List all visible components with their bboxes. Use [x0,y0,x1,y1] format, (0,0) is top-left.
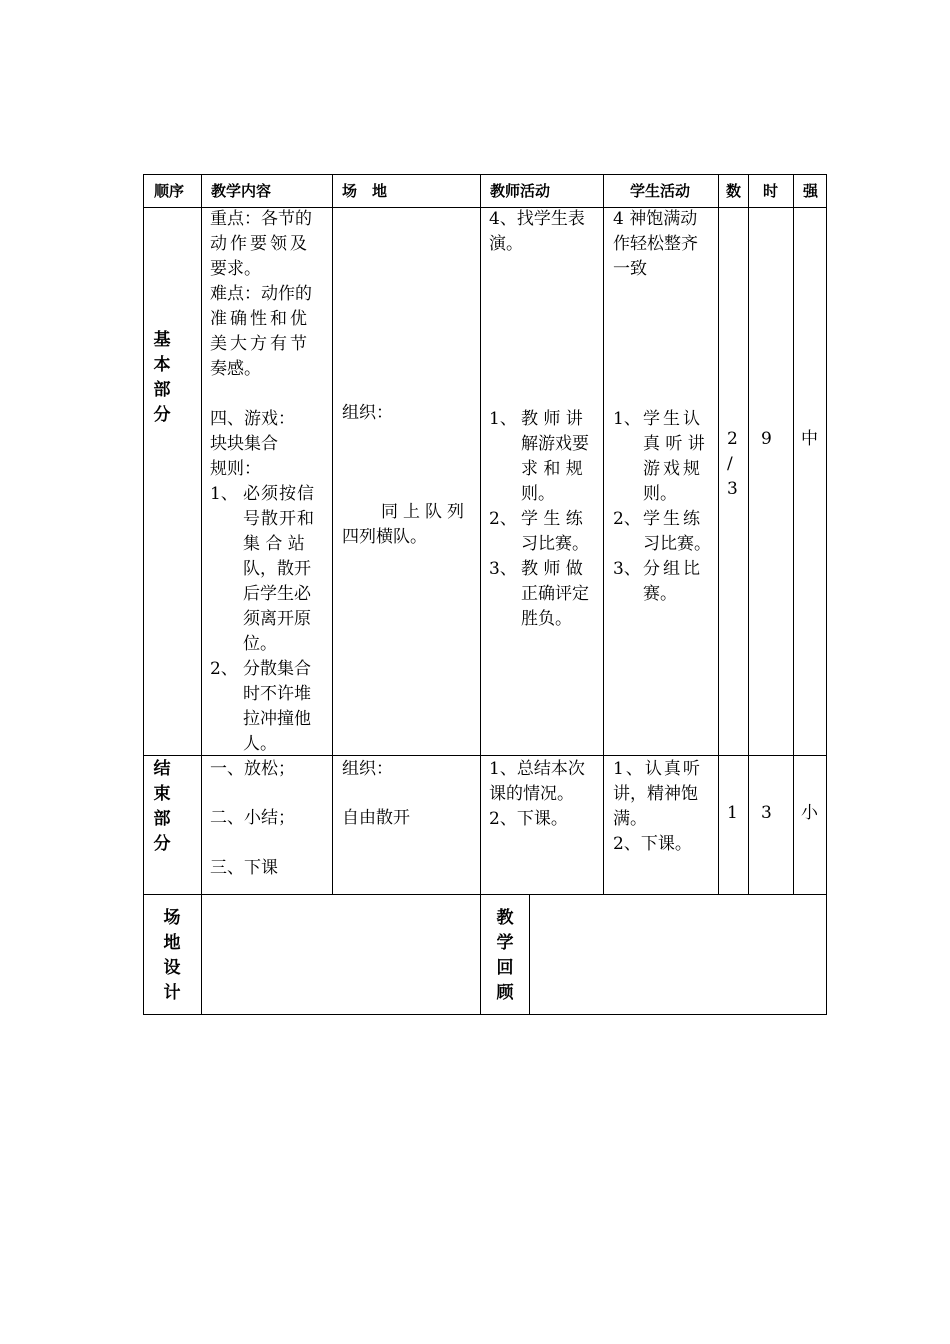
student-item-number: 2、 [613,509,641,529]
basic-teacher-top: 演。 [489,234,523,254]
venue-design-label: 场 地 设 计 [163,908,181,1003]
header-venue: 场 地 [342,182,388,200]
rule-line: 人。 [243,734,277,754]
table-border-left [143,174,144,1015]
ending-student-line: 2、下课。 [613,834,692,854]
teacher-item-line: 习比赛。 [521,534,589,554]
rule-line: 拉冲撞他 [243,709,311,729]
ending-student-line: 1、认真听 [613,759,702,779]
difficult-point-line: 难点：动作的 [210,284,312,304]
rule-line: 号散开和 [243,509,315,529]
key-point-line: 重点：各节的 [210,209,312,229]
teacher-item-line: 教 师 做 [521,559,583,579]
difficult-point-line: 准确性和优 [210,309,310,329]
header-count: 数 [726,182,742,200]
col-divider-5 [718,174,719,895]
table-border-right [826,174,827,1015]
student-item-line: 学生练 [643,509,703,529]
basic-time: 9 [761,429,772,449]
basic-count: / [727,454,733,474]
basic-student-top: 作轻松整齐 [613,234,698,254]
student-item-line: 学生认 [643,409,703,429]
basic-section-label: 基 本 部 分 [153,330,171,425]
rule-line: 后学生必 [243,584,311,604]
game-name: 块块集合 [210,434,278,454]
ending-teacher-line: 1、总结本次 [489,759,585,779]
student-item-number: 3、 [613,559,641,579]
teacher-item-line: 则。 [521,484,555,504]
teacher-item-number: 1、 [489,409,517,429]
teaching-review-label: 教 学 回 顾 [496,908,514,1003]
rule-number: 2、 [210,659,238,679]
difficult-point-line: 美大方有节 [210,334,310,354]
basic-intensity: 中 [801,429,818,449]
student-item-line: 分组比 [643,559,703,579]
header-content: 教学内容 [211,182,272,200]
ending-intensity: 小 [801,803,818,823]
teacher-item-line: 求 和 规 [521,459,583,479]
rule-line: 位。 [243,634,277,654]
ending-content-line: 三、下课 [210,858,278,878]
basic-count: 3 [727,479,738,499]
student-item-line: 赛。 [643,584,677,604]
col-divider-6 [748,174,749,895]
teacher-item-line: 教 师 讲 [521,409,583,429]
ending-teacher-line: 课的情况。 [489,784,574,804]
ending-time: 3 [761,803,772,823]
header-student: 学生活动 [630,182,691,200]
student-item-number: 1、 [613,409,641,429]
teacher-item-number: 2、 [489,509,517,529]
game-title: 四、游戏： [210,409,295,429]
rules-title: 规则： [210,459,261,479]
rule-number: 1、 [210,484,238,504]
rule-line: 集 合 站 [243,534,305,554]
table-border-top [143,174,827,175]
basic-venue-line: 同上队列 [381,502,469,522]
teacher-item-line: 胜负。 [521,609,572,629]
basic-count: 2 [727,429,738,449]
teacher-item-line: 正确评定 [521,584,589,604]
header-time: 时 [763,182,779,200]
col-divider-7 [793,174,794,895]
ending-venue-line: 自由散开 [342,808,410,828]
student-item-line: 习比赛。 [643,534,711,554]
difficult-point-line: 奏感。 [210,359,261,379]
ending-teacher-line: 2、下课。 [489,809,568,829]
student-item-line: 真 听 讲 [643,434,705,454]
student-item-line: 游戏规 [643,459,703,479]
ending-venue-line: 组织： [342,759,393,779]
header-teacher: 教师活动 [490,182,551,200]
basic-teacher-top: 4、找学生表 [489,209,585,229]
teacher-item-line: 学 生 练 [521,509,583,529]
ending-student-line: 讲，精神饱 [613,784,698,804]
basic-student-top: 一致 [613,259,647,279]
ending-content-line: 一、放松； [210,759,295,779]
table-border-bottom [143,1014,827,1015]
col-divider-2 [332,174,333,895]
col-divider-3 [480,174,481,1015]
col-divider-review [529,894,530,1015]
ending-section-label: 结 束 部 分 [153,759,171,854]
rule-line: 时不许堆 [243,684,311,704]
header-intensity: 强 [803,182,819,200]
rule-line: 须离开原 [243,609,311,629]
col-divider-1 [201,174,202,1015]
rule-line: 队，散开 [243,559,311,579]
ending-row-divider [143,894,827,895]
basic-venue-org: 组织： [342,403,393,423]
student-item-line: 则。 [643,484,677,504]
basic-venue-line: 四列横队。 [342,527,427,547]
teacher-item-number: 3、 [489,559,517,579]
rule-line: 必须按信 [243,484,315,504]
ending-count: 1 [727,803,738,823]
basic-student-top: 4 神饱满动 [613,209,698,229]
key-point-line: 动作要领及 [210,234,310,254]
header-order: 顺序 [154,182,185,200]
col-divider-4 [603,174,604,895]
teacher-item-line: 解游戏要 [521,434,589,454]
rule-line: 分散集合 [243,659,311,679]
key-point-line: 要求。 [210,259,261,279]
ending-content-line: 二、小结； [210,808,295,828]
ending-student-line: 满。 [613,809,647,829]
